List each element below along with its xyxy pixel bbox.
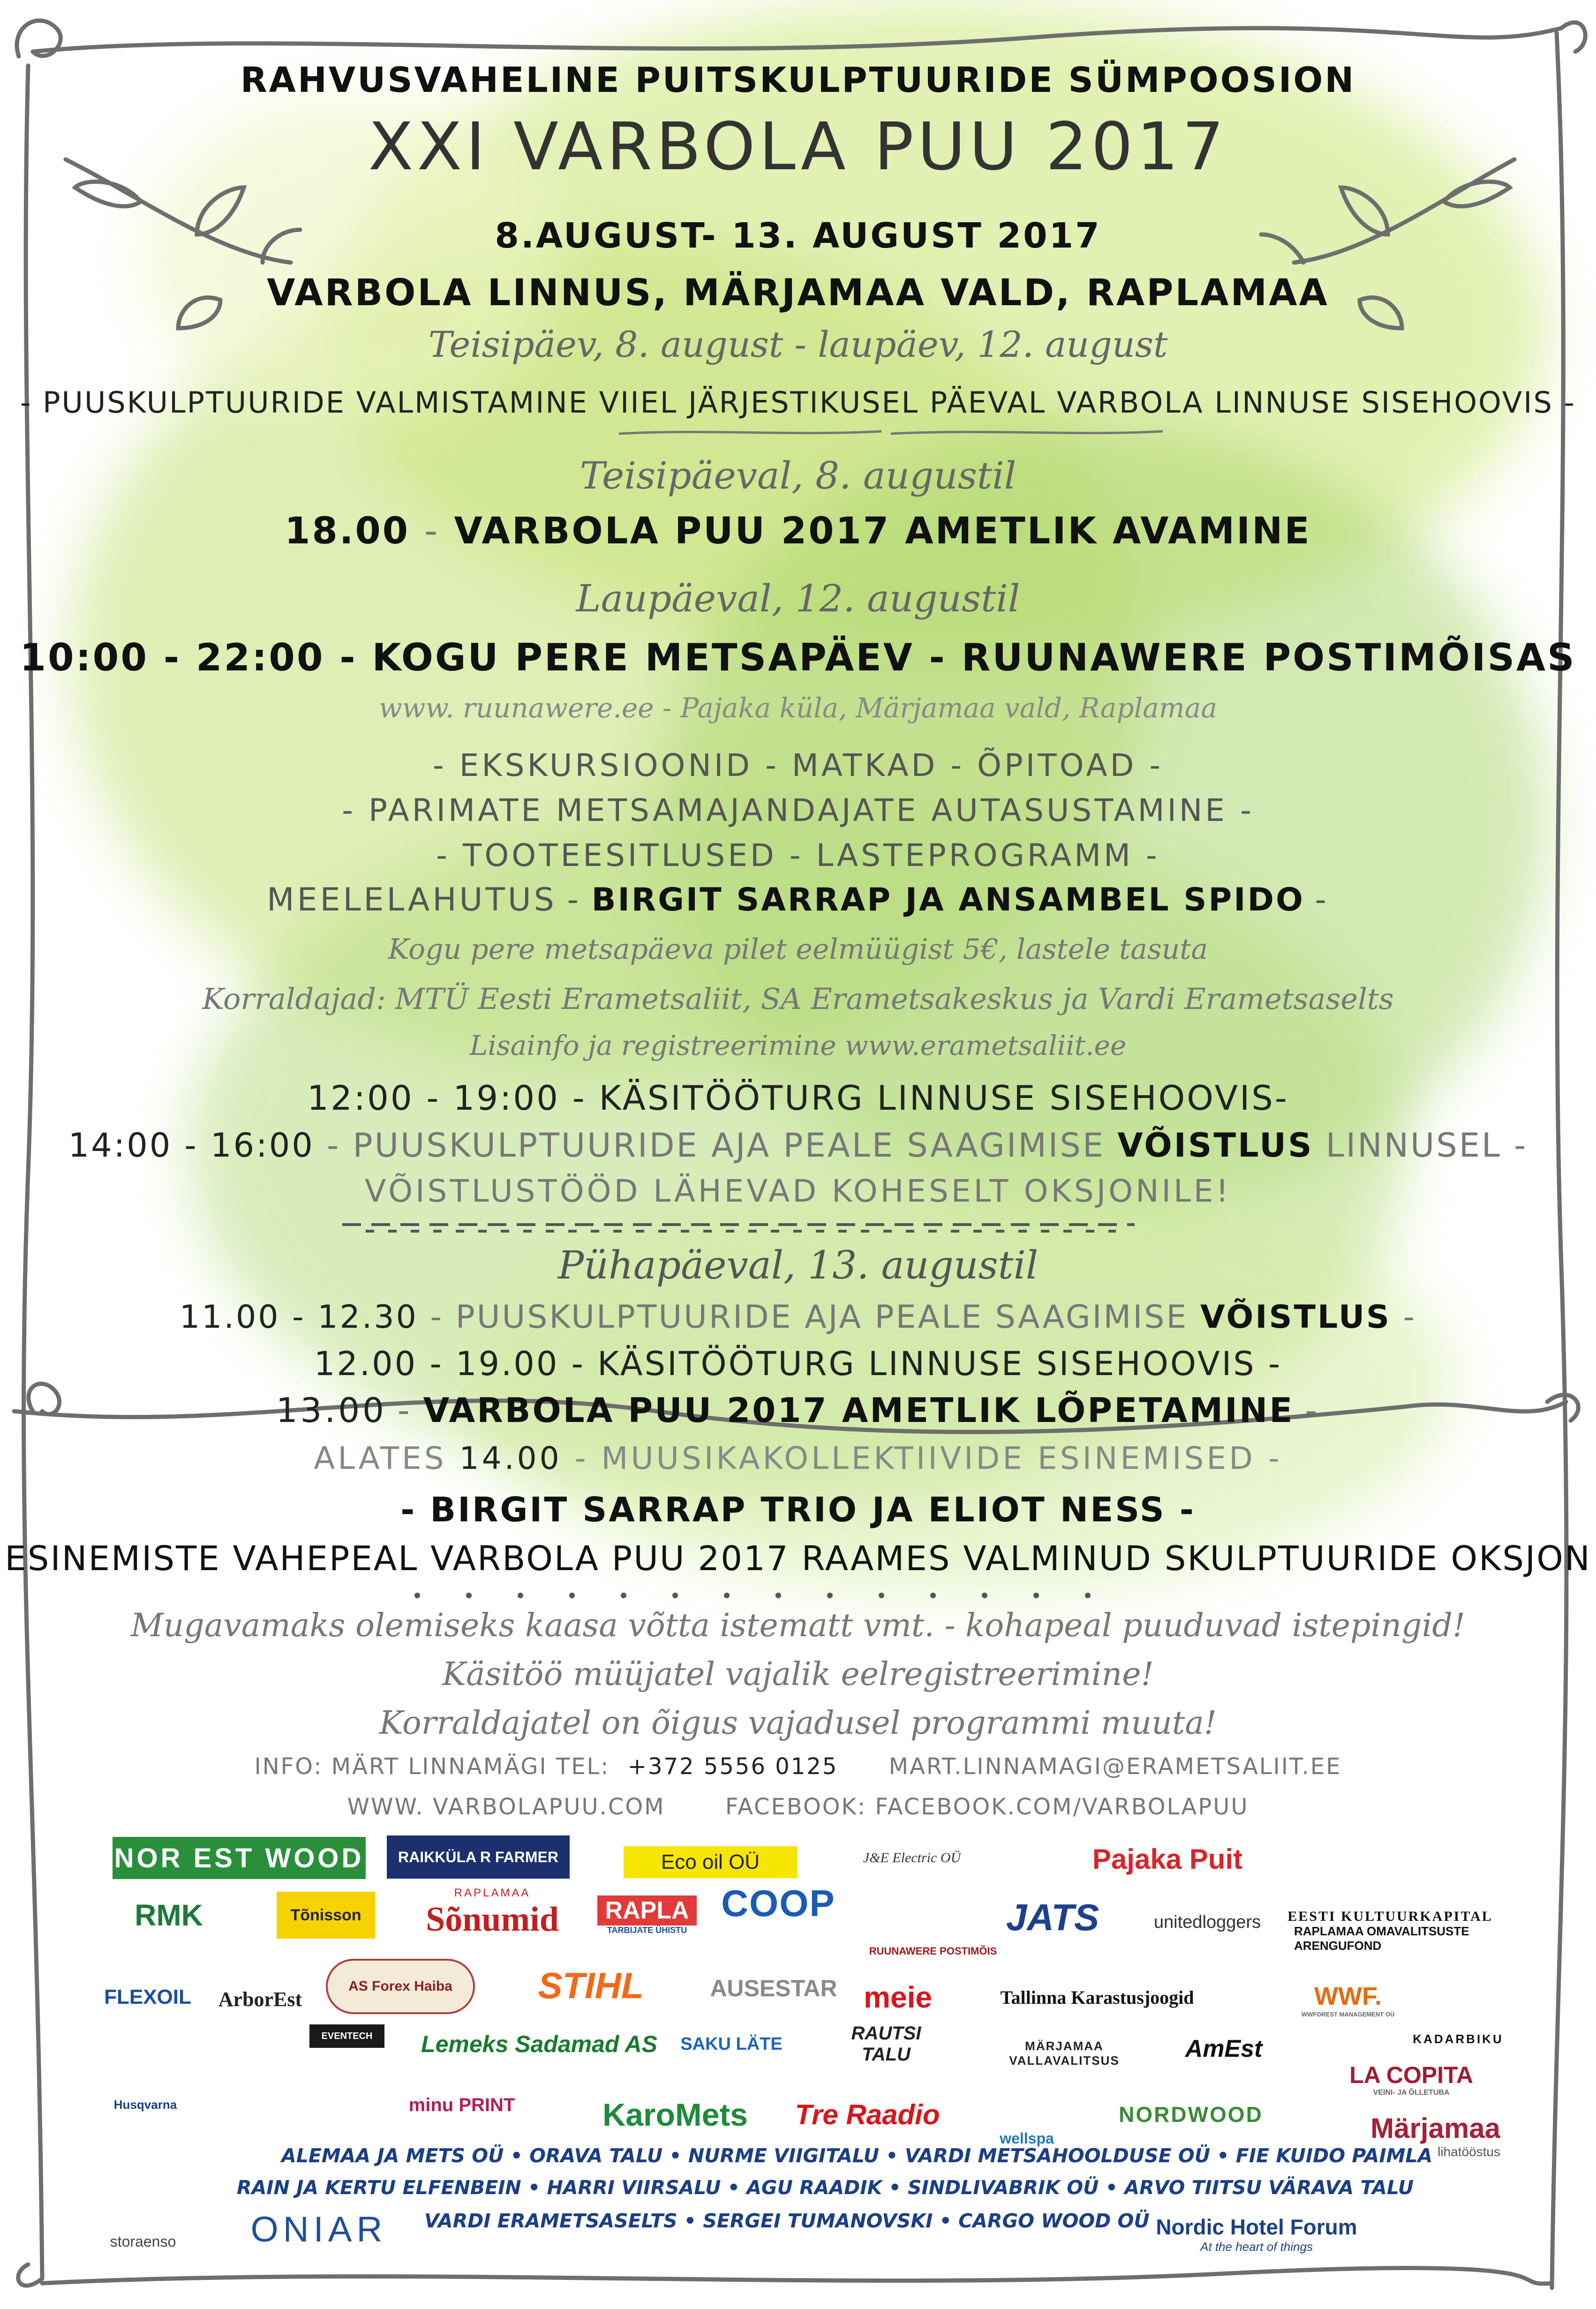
oniar-logo: ONIAR (250, 2209, 387, 2249)
ticket-info: Kogu pere metsapäeva pilet eelmüügist 5€, lastele tasuta (388, 933, 1208, 966)
tuesday-time: 18.00 (285, 510, 410, 552)
husqvarna-logo: Husqvarna (113, 2098, 177, 2112)
tuesday-heading: Teisipäeval, 8. augustil (580, 454, 1016, 497)
marjamaa-vald-logo: MÄRJAMAA VALLAVALITSUS (1009, 2039, 1120, 2068)
flexoil-logo: FLEXOIL (104, 1986, 191, 2008)
week-note: - PUUSKULPTUURIDE VALMISTAMINE VIIEL JÄRJESTIKUSEL PÄEVAL VARBOLA LINNUSE SISEHOOVIS - (20, 385, 1576, 420)
norestwood-logo: NOR EST WOOD (113, 1837, 366, 1879)
sonumid-top: RAPLAMAA (454, 1886, 531, 1899)
sunday-contest (0, 1299, 1596, 1336)
contest-time: 14:00 - 16:00 (68, 1126, 315, 1165)
unitedloggers-logo: unitedloggers (1153, 1912, 1261, 1932)
tuesday-event: VARBOLA PUU 2017 AMETLIK AVAMINE (454, 510, 1311, 552)
sunday-auction: ESINEMISTE VAHEPEAL VARBOLA PUU 2017 RAAMES VALMINUD SKULPTUURIDE OKSJON (5, 1539, 1591, 1578)
rmk-logo: RMK (135, 1898, 203, 1932)
saturday-activities-3: - TOOTEESITLUSED - LASTEPROGRAMM - (436, 837, 1160, 873)
sunday-contest-end: - (1403, 1299, 1417, 1336)
wwforest-sub: WWFOREST MANAGEMENT OÜ (1301, 2010, 1395, 2018)
lacopita-text: LA COPITA (1349, 2062, 1473, 2088)
contact-label: INFO: MÄRT LINNAMÄGI TEL: (254, 1753, 610, 1780)
note-changes: Korraldajatel on õigus vajadusel programmi muuta! (379, 1705, 1217, 1742)
sunday-performers: - BIRGIT SARRAP TRIO JA ELIOT NESS - (400, 1490, 1196, 1529)
rapla-logo (595, 1885, 699, 1946)
saturday-entertainment (0, 881, 1596, 918)
forexhaiba-logo: AS Forex Haiba (326, 1959, 475, 2014)
closing-end: - (1305, 1391, 1320, 1430)
lacopita-logo (1322, 2056, 1500, 2103)
arborest-logo: ArborEst (218, 1988, 302, 2011)
contact-info (0, 1753, 1596, 1780)
eventech-logo: EVENTECH (309, 2024, 384, 2048)
ausestar-logo: AUSESTAR (710, 1975, 837, 2001)
sonumid-logo (403, 1882, 581, 1943)
tuesday-opening (0, 510, 1596, 552)
week-range: Teisipäev, 8. august - laupäev, 12. august (428, 323, 1168, 365)
karastus-logo: Tallinna Karastusjoogid (1000, 1986, 1194, 2008)
sponsors-line-3: VARDI ERAMETSASELTS • SERGEI TUMANOVSKI • CARGO WOOD OÜ (424, 2210, 1150, 2232)
symposium-title: RAHVUSVAHELINE PUITSKULPTUURIDE SÜMPOOSION (240, 60, 1356, 100)
sunday-market: 12.00 - 19.00 - KÄSITÖÖTURG LINNUSE SISEHOOVIS - (314, 1345, 1282, 1383)
rautsi-logo: RAUTSI TALU (851, 2023, 921, 2065)
contest-bold: VÕISTLUS (1117, 1126, 1314, 1165)
pajaka-logo: Pajaka Puit (1092, 1843, 1243, 1875)
contest-end: LINNUSEL - (1325, 1126, 1528, 1165)
stihl-logo: STIHL (538, 1964, 644, 2006)
event-dates: 8.AUGUST- 13. AUGUST 2017 (495, 216, 1101, 256)
organizers: Korraldajad: MTÜ Eesti Erametsaliit, SA Erametsakeskus ja Vardi Erametsaselts (202, 982, 1394, 1016)
ruunawere-website: www. ruunawere.ee - Pajaka küla, Märjamaa vald, Raplamaa (379, 692, 1217, 724)
nordwood-logo: NORDWOOD (1119, 2102, 1263, 2127)
minuprint-logo: minu PRINT (408, 2094, 515, 2115)
closing-event: VARBOLA PUU 2017 AMETLIK LÕPETAMINE (423, 1391, 1295, 1430)
ruunawere-logo: RUUNAWERE POSTIMÕIS (869, 1945, 997, 1957)
marjamaa-liha-sub: lihatööstus (1438, 2144, 1500, 2159)
music-from: ALATES (314, 1440, 447, 1476)
contest-auction: VÕISTLUSTÖÖD LÄHEVAD KOHESELT OKSJONILE! (365, 1173, 1231, 1209)
closing-time: 13.00 (276, 1391, 387, 1430)
contact-email[interactable]: MART.LINNAMAGI@ERAMETSALIIT.EE (888, 1753, 1342, 1780)
lemeks-logo: Lemeks Sadamad AS (421, 2031, 657, 2057)
facebook-link[interactable]: FACEBOOK: FACEBOOK.COM/VARBOLAPUU (725, 1794, 1249, 1820)
sunday-heading: Pühapäeval, 13. augustil (557, 1243, 1039, 1288)
entertainment-dash: - (567, 881, 581, 918)
saturday-contest (0, 1126, 1596, 1165)
registration-info: Lisainfo ja registreerimine www.erametsaliit.ee (469, 1030, 1127, 1061)
saturday-activities-2: - PARIMATE METSAMAJANDAJATE AUTASUSTAMINE - (342, 792, 1254, 828)
jats-logo: JATS (1006, 1896, 1099, 1938)
music-time: 14.00 (459, 1440, 562, 1476)
sunday-contest-text: - PUUSKULPTUURIDE AJA PEALE SAAGIMISE (430, 1299, 1189, 1336)
tuesday-dash: - (424, 510, 440, 552)
raplamaa-fond-logo: RAPLAMAA OMAVALITSUSTE ARENGUFOND (1294, 1924, 1469, 1953)
rapla-text: RAPLA (597, 1895, 696, 1925)
contest-text: - PUUSKULPTUURIDE AJA PEALE SAAGIMISE (327, 1126, 1106, 1165)
saturday-main-event: 10:00 - 22:00 - KOGU PERE METSAPÄEV - RUUNAWERE POSTIMÕISAS (20, 636, 1576, 679)
saturday-market: 12:00 - 19:00 - KÄSITÖÖTURG LINNUSE SISEHOOVIS- (307, 1078, 1289, 1118)
kadarbiku-logo: KADARBIKU (1413, 2032, 1504, 2046)
nordic-hotel-sub: At the heart of things (1200, 2239, 1313, 2254)
contact-web (0, 1794, 1596, 1820)
rapla-sub: TARBIJATE ÜHISTU (607, 1925, 687, 1935)
event-location: VARBOLA LINNUS, MÄRJAMAA VALD, RAPLAMAA (267, 272, 1329, 314)
sunday-music (0, 1440, 1596, 1476)
note-seating: Mugavamaks olemiseks kaasa võtta istematt vmt. - kohapeal puuduvad istepingid! (130, 1607, 1466, 1644)
storaenso-logo: storaenso (110, 2233, 176, 2250)
note-registration: Käsitöö müüjatel vajalik eelregistreerimine! (442, 1656, 1154, 1693)
meie-logo: meie (864, 1980, 932, 2014)
wwforest-text: WWF. (1314, 1982, 1382, 2010)
coop-logo: COOP (721, 1882, 836, 1924)
nordic-hotel-logo (1116, 2208, 1397, 2260)
amest-logo: AmEst (1185, 2035, 1263, 2062)
saturday-activities-1: - EKSKURSIOONID - MATKAD - ÕPITOAD - (432, 747, 1164, 783)
entertainment-act: BIRGIT SARRAP JA ANSAMBEL SPIDO (591, 881, 1305, 918)
website-link[interactable]: WWW. VARBOLAPUU.COM (347, 1794, 665, 1820)
main-title: XXI VARBOLA PUU 2017 (368, 109, 1228, 185)
contact-phone[interactable]: +372 5556 0125 (627, 1753, 838, 1780)
wwforest-logo (1294, 1974, 1402, 2025)
karomets-logo: KaroMets (602, 2097, 748, 2133)
entertainment-label: MEELELAHUTUS (267, 881, 557, 918)
raadio-logo: Tre Raadio (795, 2098, 940, 2130)
marjamaa-liha-text: Märjamaa (1370, 2112, 1500, 2144)
music-text: - MUUSIKAKOLLEKTIIVIDE ESINEMISED - (574, 1440, 1282, 1476)
sonumid-text: Sõnumid (426, 1900, 559, 1939)
ecooil-logo: Eco oil OÜ (624, 1846, 797, 1878)
closing-dash: - (397, 1391, 413, 1430)
sakulate-logo: SAKU LÄTE (680, 2034, 783, 2054)
saturday-heading: Laupäeval, 12. augustil (576, 577, 1020, 620)
wellspa-logo: wellspa (1000, 2130, 1054, 2147)
jeelectric-logo: J&E Electric OÜ (863, 1850, 961, 1865)
tonisson-logo: Tõnisson (277, 1892, 375, 1939)
lacopita-sub: VEINI- JA ÕLLETUBA (1373, 2089, 1450, 2097)
sunday-contest-time: 11.00 - 12.30 (179, 1299, 418, 1336)
sunday-contest-bold: VÕISTLUS (1200, 1299, 1392, 1336)
sponsors-line-2: RAIN JA KERTU ELFENBEIN • HARRI VIIRSALU • AGU RAADIK • SINDLIVABRIK OÜ • ARVO TIITSU VÄRAVA TALU (237, 2176, 1414, 2199)
entertainment-end: - (1315, 881, 1329, 918)
eestikultuurkapital-logo: EESTI KULTUURKAPITAL (1287, 1909, 1493, 1924)
sponsors-line-1: ALEMAA JA METS OÜ • ORAVA TALU • NURME VIIGITALU • VARDI METSAHOOLDUSE OÜ • FIE KUIDO PAIMLA (281, 2144, 1433, 2167)
raikkula-logo: RAIKKÜLA R FARMER (387, 1835, 570, 1879)
sunday-closing (0, 1391, 1596, 1430)
nordic-hotel-text: Nordic Hotel Forum (1156, 2214, 1357, 2239)
